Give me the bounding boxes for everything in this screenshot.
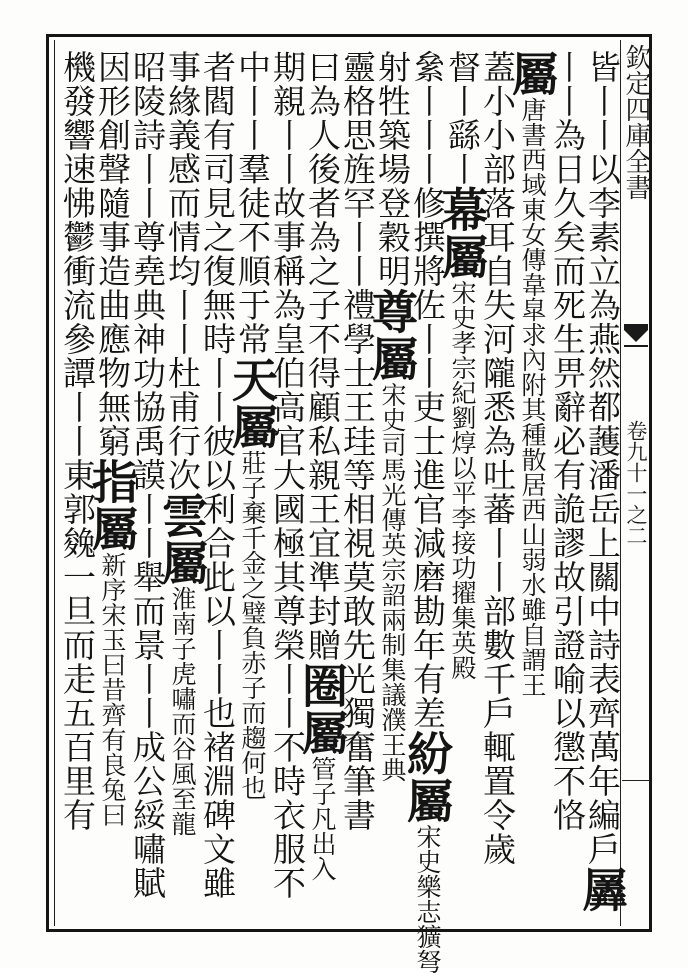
citation-text: 新序宋玉曰昔齊有良兔曰 xyxy=(98,552,127,827)
text-column xyxy=(400,50,454,974)
text-column xyxy=(478,50,516,916)
body-text: 繇丨 xyxy=(443,118,482,186)
entry-headword: 尊屬 xyxy=(365,288,419,382)
text-column xyxy=(365,50,419,916)
text-column xyxy=(198,50,236,916)
body-text: 皆丨丨以李素立為燕然都䕶潘岳上關中詩表齊萬年編戶 xyxy=(583,50,622,866)
body-text: 事緣義感而情均丨丨杜甫行次 xyxy=(163,50,202,492)
entry-headword: 雲屬 xyxy=(155,492,209,586)
body-text: 機發響速怫鬱衝流參譚丨丨東郭㕙一旦而走五百里有 xyxy=(58,50,97,832)
citation-text: 唐書西域東女傳韋皐求內附其種散居西山弱水雖自謂王 xyxy=(518,97,547,697)
citation-text: 宋史孝宗紀劉焞以平李接功擢集英殿 xyxy=(448,280,477,680)
citation-text: 莊子棄千金之璧負赤子而趨何也 xyxy=(238,450,267,800)
entry-headword: 紛屬 xyxy=(400,730,454,824)
text-column xyxy=(155,50,209,916)
entry-headword: 羼 xyxy=(575,866,629,913)
book-title: 欽定四庫全書 xyxy=(621,44,651,200)
text-column xyxy=(268,50,306,916)
body-text: 督丨 xyxy=(443,50,482,118)
citation-text: 淮南子虎嘯而谷風至龍 xyxy=(168,586,197,836)
citation-text: 宋史樂志獷弩 xyxy=(413,824,442,974)
fishtail-mark-icon xyxy=(622,320,650,348)
text-body xyxy=(58,50,629,974)
body-text: 期親丨丨故事稱為皇伯高官大國極其尊榮丨丨不時衣服不 xyxy=(268,50,307,900)
text-column xyxy=(58,50,96,916)
entry-headword: 圈屬 xyxy=(295,662,349,756)
entry-headword: 幕屬 xyxy=(435,186,489,280)
margin-divider xyxy=(622,780,650,781)
body-text: 靈格思旌罕丨丨禮學士王珪等相視莫敢先光獨奮筆書 xyxy=(338,50,377,832)
body-text: 因形創聲隨事造曲應物無窮 xyxy=(93,50,132,458)
text-column xyxy=(338,50,376,916)
body-text: 昭陵詩丨丨尊堯典神功協禹謨丨丨舉而景丨丨成公綏嘯賦 xyxy=(128,50,167,900)
citation-text: 管子凡出入 xyxy=(308,756,337,881)
body-text: 蓋小小部落耳自失河隴悉為吐蕃丨丨部數千戶輒置令歲 xyxy=(478,50,517,866)
text-column xyxy=(575,50,629,916)
text-column xyxy=(85,50,139,916)
entry-headword: 屬 xyxy=(505,50,559,97)
body-text: 射牲築場登穀明 xyxy=(373,50,412,288)
body-text: 者閻有司見之復無時丨丨彼以利合此以丨丨也褚淵碑文雖 xyxy=(198,50,237,900)
entry-headword: 指屬 xyxy=(85,458,139,552)
text-column xyxy=(295,50,349,916)
entry-headword: 天屬 xyxy=(225,356,279,450)
volume-number: 卷九十一之二 xyxy=(624,420,648,546)
body-text: 丨丨為日久矣而死生畀辭必有詭謬故引證喻以懲不恪 xyxy=(548,50,587,832)
text-column xyxy=(505,50,559,916)
body-text: 絫丨丨丨修撰將佐丨丨吏士進官減磨勘年有差 xyxy=(408,50,447,730)
citation-text: 宋史司馬光傳英宗詔兩制集議濮王典 xyxy=(378,382,407,782)
inner-border-line xyxy=(54,40,55,926)
body-text: 曰為人後者為之子不得顧私親王宜準封贈 xyxy=(303,50,342,662)
body-text: 中丨丨羣徒不順于常 xyxy=(233,50,272,356)
text-column xyxy=(548,50,586,916)
text-column xyxy=(225,50,279,916)
